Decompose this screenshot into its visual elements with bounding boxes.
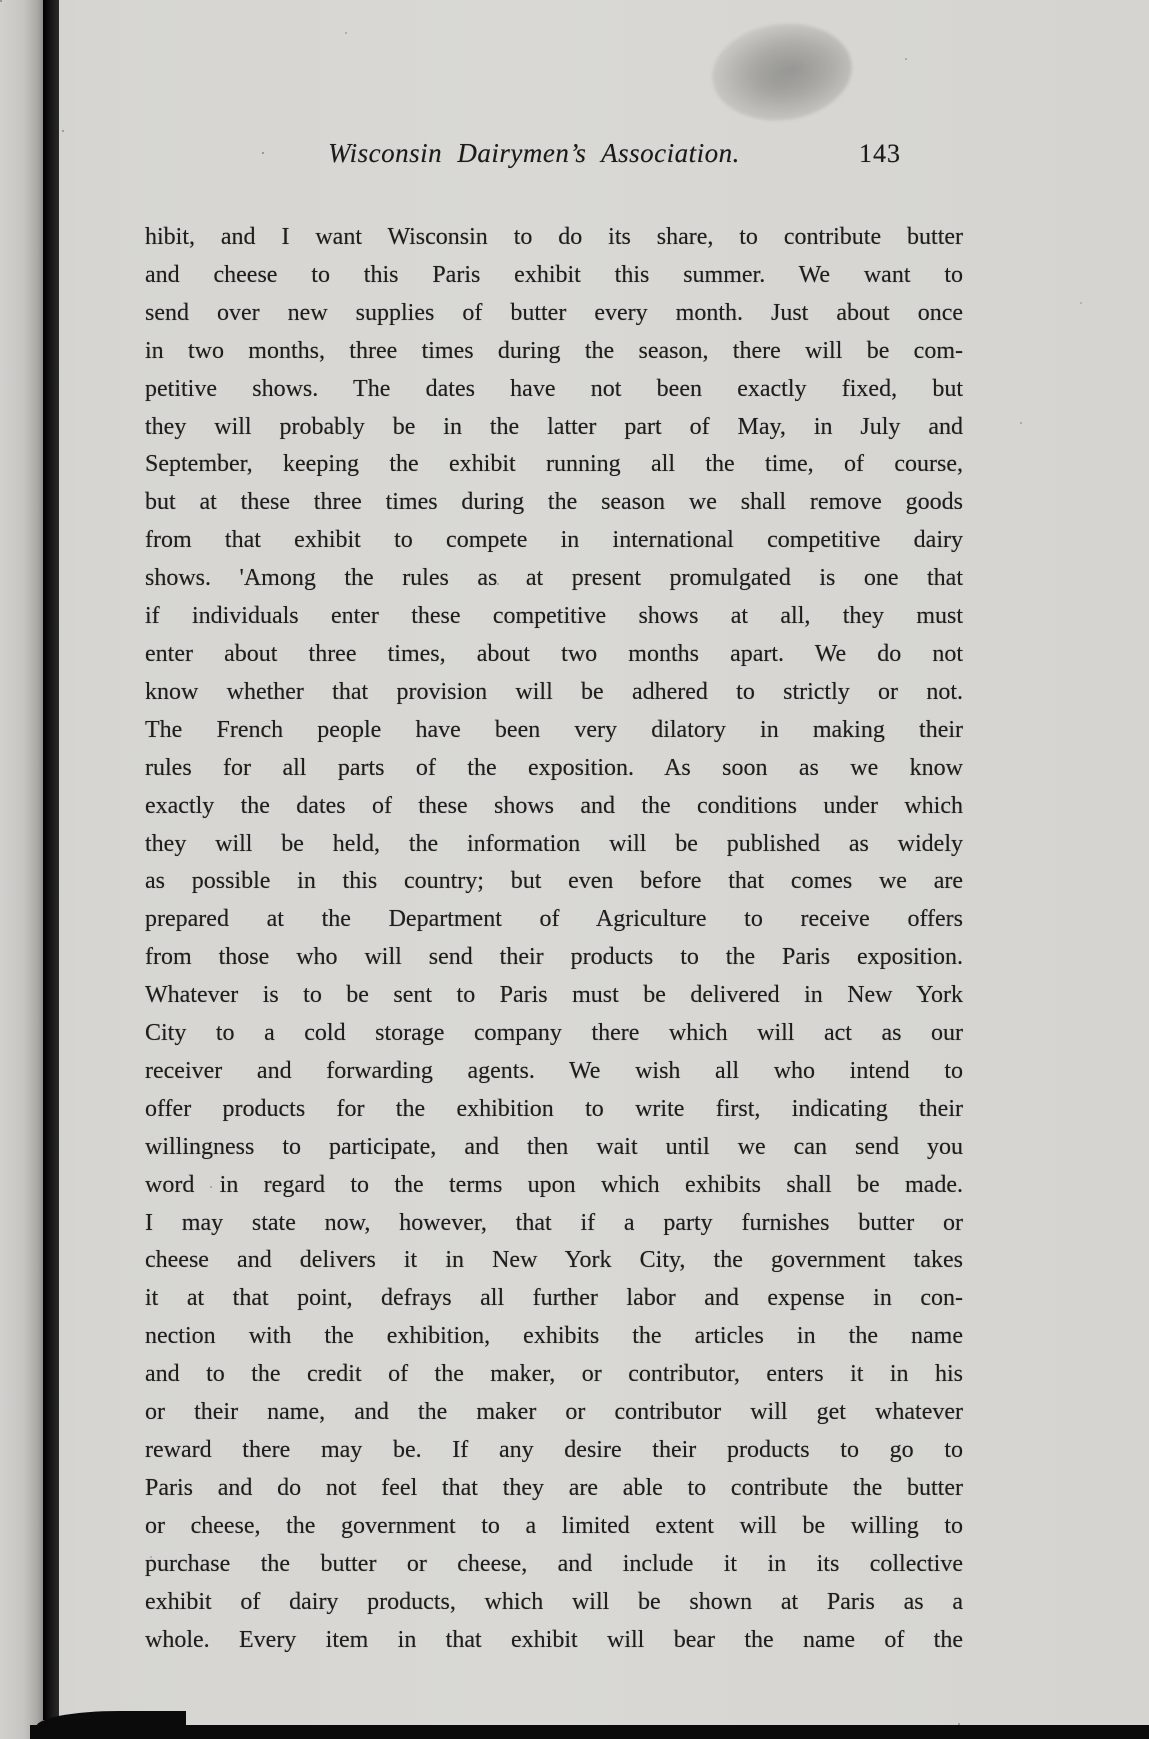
text-line: in two months, three times during the season, there will be com-: [145, 337, 963, 364]
text-line: know whether that provision will be adhered to strictly or not.: [145, 678, 963, 705]
text-line: I may state now, however, that if a party furnishes butter or: [145, 1209, 963, 1236]
text-line: purchase the butter or cheese, and include it in its collective: [145, 1550, 963, 1577]
text-line: reward there may be. If any desire their products to go to: [145, 1437, 963, 1463]
text-line: enter about three times, about two months apart. We do not: [145, 640, 963, 667]
text-line: they will be held, the information will be published as widely: [145, 830, 963, 857]
page-gutter-shadow: [0, 0, 43, 1739]
ink-smudge-stain: [707, 16, 858, 128]
text-line: willingness to participate, and then wait until we can send you: [145, 1133, 963, 1160]
text-line: as possible in this country; but even before that comes we are: [145, 868, 963, 895]
text-line: nection with the exhibition, exhibits the articles in the name: [145, 1323, 963, 1350]
text-line: offer products for the exhibition to write first, indicating their: [145, 1095, 963, 1122]
text-line: they will probably be in the latter part of May, in July and: [145, 413, 963, 440]
text-line: or cheese, the government to a limited extent will be willing to: [145, 1512, 963, 1539]
text-line: exactly the dates of these shows and the conditions under which: [145, 792, 963, 819]
text-line: send over new supplies of butter every month. Just about once: [145, 299, 963, 326]
text-line: City to a cold storage company there which will act as our: [145, 1020, 963, 1047]
text-line: if individuals enter these competitive shows at all, they must: [145, 603, 963, 630]
text-line: from that exhibit to compete in international competitive dairy: [145, 527, 963, 554]
text-line: rules for all parts of the exposition. As soon as we know: [145, 754, 963, 781]
text-line: from those who will send their products to the Paris exposition.: [145, 944, 963, 971]
text-line: shows. 'Among the rules as at present promulgated is one that: [145, 565, 963, 592]
body-text: [145, 219, 963, 1659]
bottom-scan-edge: [30, 1725, 1149, 1739]
text-line: petitive shows. The dates have not been exactly fixed, but: [145, 375, 963, 402]
text-line: The French people have been very dilatory in making their: [145, 716, 963, 743]
running-header-title: Wisconsin Dairymen’s Association.: [328, 138, 740, 168]
page-number: 143: [859, 139, 901, 168]
text-line: hibit, and I want Wisconsin to do its share, to contribute butter: [145, 224, 963, 250]
text-line: and to the credit of the maker, or contributor, enters it in his: [145, 1361, 963, 1388]
running-header: [145, 138, 963, 178]
text-line: exhibit of dairy products, which will be shown at Paris as a: [145, 1588, 963, 1615]
text-line: but at these three times during the season we shall remove goods: [145, 489, 963, 516]
text-line: it at that point, defrays all further labor and expense in con-: [145, 1285, 963, 1312]
text-line: and cheese to this Paris exhibit this summer. We want to: [145, 261, 963, 288]
text-line: word in regard to the terms upon which exhibits shall be made.: [145, 1171, 963, 1198]
text-line: Whatever is to be sent to Paris must be delivered in New York: [145, 982, 963, 1009]
text-line: Paris and do not feel that they are able to contribute the butter: [145, 1474, 963, 1501]
text-line: prepared at the Department of Agriculture to receive offers: [145, 906, 963, 933]
text-line: whole. Every item in that exhibit will bear the name of the: [145, 1626, 963, 1653]
text-line: receiver and forwarding agents. We wish all who intend to: [145, 1057, 963, 1084]
binding-edge-bar: [43, 0, 59, 1720]
text-line: or their name, and the maker or contributor will get whatever: [145, 1399, 963, 1426]
text-line: September, keeping the exhibit running all the time, of course,: [145, 451, 963, 478]
text-line: cheese and delivers it in New York City, the government takes: [145, 1247, 963, 1274]
